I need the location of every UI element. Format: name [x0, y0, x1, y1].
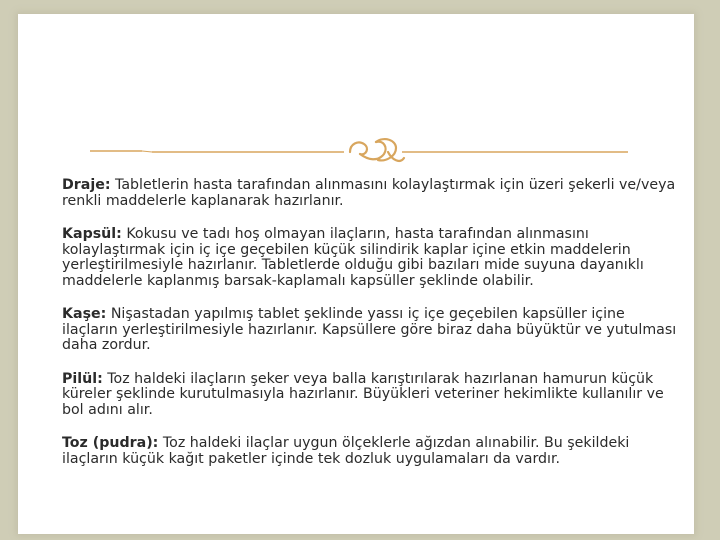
title-divider	[88, 134, 628, 174]
term-label: Toz (pudra):	[62, 435, 159, 451]
term-label: Pilül:	[62, 370, 103, 387]
paragraph-toz	[62, 436, 682, 467]
term-label: Draje:	[62, 177, 111, 193]
paragraph-draje	[62, 178, 682, 209]
slide	[18, 14, 694, 534]
term-label: Kaşe:	[62, 306, 107, 322]
term-label: Kapsül:	[62, 226, 122, 242]
definition-text: Toz haldeki ilaçların şeker veya balla karıştırılarak hazırlanan hamurun küçük küreler şeklinde kurutulmasıyla hazırlanır. Büyükleri veteriner hekimlikte kullanılır ve bol adını alır.	[62, 370, 664, 418]
definition-list	[62, 178, 682, 485]
paragraph-pilul	[62, 372, 682, 419]
scroll-flourish-icon	[88, 134, 628, 174]
definition-text: Tabletlerin hasta tarafından alınmasını kolaylaştırmak için üzeri şekerli ve/veya renkli maddelerle kaplanarak hazırlanır.	[62, 177, 676, 209]
paragraph-kase	[62, 307, 682, 354]
paragraph-kapsul	[62, 227, 682, 289]
definition-text: Toz haldeki ilaçlar uygun ölçeklerle ağızdan alınabilir. Bu şekildeki ilaçların küçük kağıt paketler içinde tek dozluk uygulamaları da vardır.	[62, 435, 630, 467]
definition-text: Kokusu ve tadı hoş olmayan ilaçların, hasta tarafından alınmasını kolaylaştırmak için iç içe geçebilen küçük silindirik kaplar içine etkin maddelerin yerleştirilmesiyle hazırlanır. Tabletlerde olduğu gibi bazıları mide suyuna dayanıklı maddelerle kaplanmış barsak-kaplamalı kapsüller şeklinde olabilir.	[62, 226, 644, 289]
definition-text: Nişastadan yapılmış tablet şeklinde yassı iç içe geçebilen kapsüller içine ilaçların yerleştirilmesiyle hazırlanır. Kapsüllere göre biraz daha büyüktür ve yutulması daha zordur.	[62, 306, 677, 353]
